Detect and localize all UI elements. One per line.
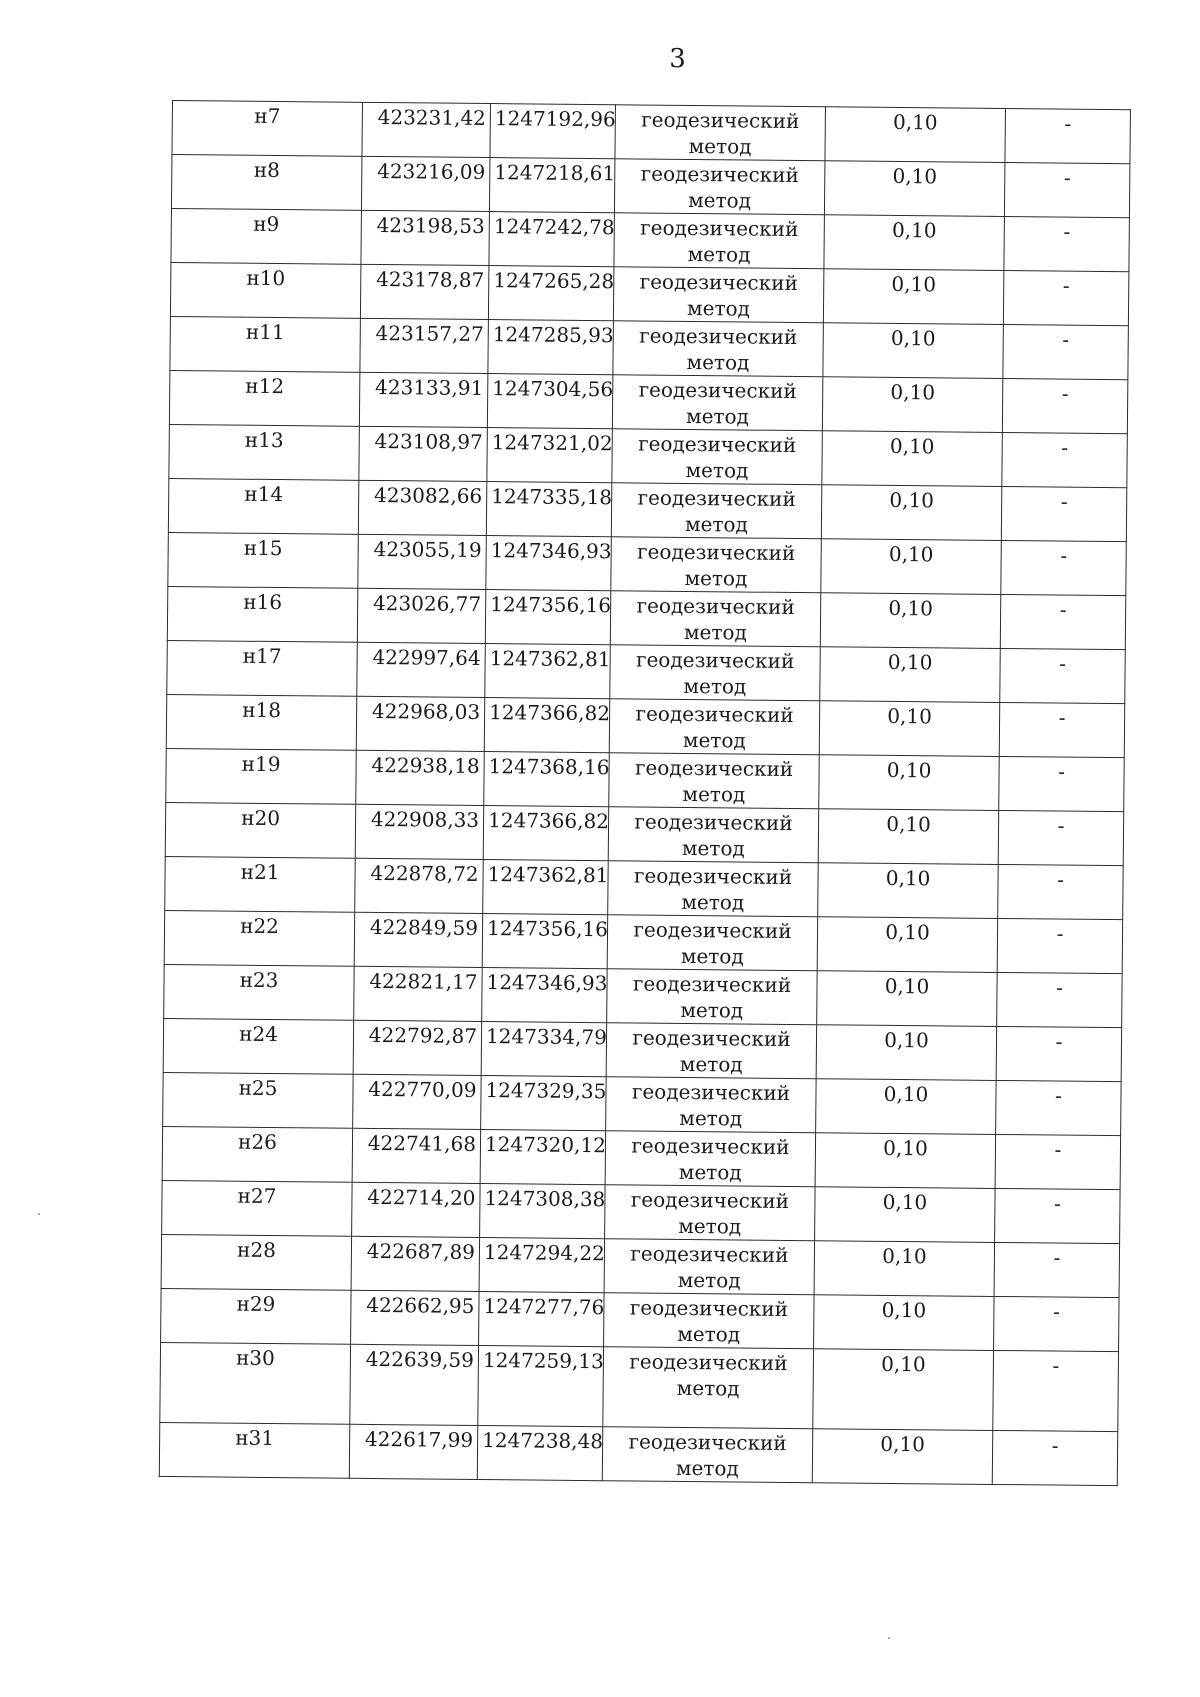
x-coordinate-cell: 422878,72 bbox=[355, 858, 484, 913]
method-cell bbox=[604, 1293, 815, 1349]
x-coordinate-cell: 422908,33 bbox=[355, 804, 484, 859]
method-cell bbox=[614, 159, 825, 215]
y-coordinate-cell: 1247356,16 bbox=[482, 914, 608, 969]
y-coordinate-cell: 1247238,48 bbox=[477, 1425, 603, 1480]
note-cell: - bbox=[999, 756, 1125, 811]
note-cell: - bbox=[1000, 648, 1126, 703]
coordinates-table bbox=[159, 100, 1131, 1486]
point-name-cell: н31 bbox=[159, 1422, 350, 1478]
precision-cell: 0,10 bbox=[818, 809, 999, 865]
method-text-line-2: метод bbox=[681, 889, 745, 915]
precision-cell: 0,10 bbox=[819, 701, 1000, 757]
method-text-line-1: геодезический bbox=[638, 377, 797, 404]
method-cell bbox=[613, 321, 824, 377]
table-row bbox=[172, 101, 1130, 164]
note-cell: - bbox=[998, 810, 1124, 865]
method-text-line-1: геодезический bbox=[635, 647, 795, 673]
precision-cell: 0,10 bbox=[823, 269, 1004, 325]
table-row bbox=[164, 964, 1122, 1027]
method-cell bbox=[609, 753, 820, 809]
method-cell bbox=[612, 375, 823, 431]
x-coordinate-cell: 422662,95 bbox=[351, 1290, 480, 1345]
x-coordinate-cell: 422938,18 bbox=[356, 750, 485, 805]
note-cell: - bbox=[997, 972, 1123, 1027]
point-name-cell: н28 bbox=[161, 1234, 352, 1290]
method-cell bbox=[610, 591, 821, 647]
precision-cell: 0,10 bbox=[821, 485, 1002, 541]
method-text-line-1: геодезический bbox=[635, 701, 794, 727]
point-name-cell: н30 bbox=[160, 1342, 351, 1424]
y-coordinate-cell: 1247334,79 bbox=[481, 1022, 607, 1077]
table-row bbox=[169, 370, 1127, 433]
x-coordinate-cell: 423133,91 bbox=[359, 372, 488, 427]
method-text-line-2: метод bbox=[680, 997, 744, 1023]
precision-cell: 0,10 bbox=[820, 593, 1001, 649]
note-cell: - bbox=[1003, 270, 1129, 325]
precision-cell: 0,10 bbox=[816, 1025, 997, 1081]
method-text-line-2: метод bbox=[677, 1267, 741, 1293]
table-row bbox=[165, 802, 1123, 865]
x-coordinate-cell: 423055,19 bbox=[358, 534, 487, 589]
table-row bbox=[166, 694, 1124, 757]
method-text-line-1: геодезический bbox=[628, 1429, 787, 1455]
method-text-line-2: метод bbox=[679, 1051, 743, 1077]
x-coordinate-cell: 422741,68 bbox=[352, 1128, 481, 1183]
point-name-cell: н18 bbox=[166, 694, 357, 750]
method-text-line-1: геодезический bbox=[632, 1025, 791, 1051]
precision-cell: 0,10 bbox=[817, 917, 998, 973]
note-cell: - bbox=[995, 1188, 1121, 1243]
method-text-line-2: метод bbox=[676, 1375, 740, 1401]
table-row bbox=[163, 1018, 1121, 1081]
precision-cell: 0,10 bbox=[823, 323, 1004, 379]
method-text-line-2: метод bbox=[688, 133, 752, 159]
precision-cell: 0,10 bbox=[820, 647, 1001, 703]
precision-cell: 0,10 bbox=[817, 971, 998, 1027]
point-name-cell: н15 bbox=[168, 532, 359, 588]
note-cell: - bbox=[1001, 540, 1127, 595]
point-name-cell: н24 bbox=[163, 1018, 354, 1074]
note-cell: - bbox=[1004, 216, 1130, 271]
method-cell bbox=[614, 213, 825, 269]
precision-cell: 0,10 bbox=[812, 1429, 993, 1485]
method-cell bbox=[613, 267, 824, 323]
method-text-line-2: метод bbox=[675, 1455, 739, 1481]
y-coordinate-cell: 1247368,16 bbox=[484, 752, 610, 807]
note-cell: - bbox=[993, 1350, 1119, 1431]
y-coordinate-cell: 1247346,93 bbox=[486, 536, 612, 591]
y-coordinate-cell: 1247265,28 bbox=[488, 266, 614, 321]
method-text-line-2: метод bbox=[685, 403, 750, 429]
method-text-line-1: геодезический bbox=[634, 755, 794, 781]
note-cell: - bbox=[992, 1430, 1118, 1485]
method-text-line-2: метод bbox=[678, 1159, 742, 1185]
table-row bbox=[164, 910, 1122, 973]
method-text-line-2: метод bbox=[686, 349, 750, 375]
method-cell bbox=[611, 483, 822, 539]
method-text-line-1: геодезический bbox=[641, 107, 800, 134]
x-coordinate-cell: 422714,20 bbox=[352, 1182, 481, 1237]
note-cell: - bbox=[1002, 432, 1128, 487]
table-row bbox=[162, 1180, 1120, 1243]
table-row bbox=[167, 586, 1125, 649]
point-name-cell: н25 bbox=[163, 1072, 354, 1128]
method-cell bbox=[606, 1023, 817, 1079]
method-text-line-1: геодезический bbox=[632, 971, 792, 997]
method-cell bbox=[606, 1077, 817, 1133]
method-text-line-2: метод bbox=[682, 781, 746, 807]
x-coordinate-cell: 423108,97 bbox=[359, 426, 488, 481]
method-text-line-2: метод bbox=[684, 511, 748, 537]
method-text-line-2: метод bbox=[680, 943, 744, 969]
table-row bbox=[162, 1126, 1120, 1189]
method-text-line-1: геодезический bbox=[636, 539, 796, 566]
x-coordinate-cell: 422997,64 bbox=[357, 642, 486, 697]
note-cell: - bbox=[1004, 162, 1130, 217]
method-text-line-2: метод bbox=[688, 187, 752, 213]
method-text-line-1: геодезический bbox=[640, 215, 799, 242]
y-coordinate-cell: 1247346,93 bbox=[482, 968, 608, 1023]
note-cell: - bbox=[996, 1080, 1122, 1135]
point-name-cell: н8 bbox=[171, 155, 362, 211]
coordinates-table-body bbox=[159, 101, 1130, 1486]
method-cell bbox=[602, 1427, 813, 1483]
point-name-cell: н13 bbox=[169, 424, 360, 480]
scan-speck bbox=[38, 1213, 40, 1215]
method-text-line-2: метод bbox=[687, 241, 751, 267]
method-cell bbox=[609, 699, 820, 755]
method-text-line-2: метод bbox=[687, 295, 751, 321]
method-text-line-2: метод bbox=[679, 1105, 743, 1131]
precision-cell: 0,10 bbox=[816, 1079, 997, 1135]
y-coordinate-cell: 1247192,96 bbox=[490, 104, 616, 159]
precision-cell: 0,10 bbox=[815, 1133, 996, 1189]
method-text-line-1: геодезический bbox=[633, 863, 793, 889]
point-name-cell: н10 bbox=[170, 262, 361, 318]
point-name-cell: н9 bbox=[171, 208, 362, 264]
x-coordinate-cell: 423231,42 bbox=[362, 102, 491, 157]
note-cell: - bbox=[1001, 486, 1127, 541]
table-row bbox=[166, 748, 1124, 811]
x-coordinate-cell: 422792,87 bbox=[353, 1020, 482, 1075]
method-cell bbox=[611, 537, 822, 593]
method-text-line-1: геодезический bbox=[631, 1079, 791, 1105]
precision-cell: 0,10 bbox=[824, 161, 1005, 217]
x-coordinate-cell: 422617,99 bbox=[349, 1424, 478, 1479]
point-name-cell: н23 bbox=[164, 964, 355, 1020]
method-text-line-2: метод bbox=[677, 1321, 741, 1347]
method-text-line-1: геодезический bbox=[638, 431, 797, 458]
precision-cell: 0,10 bbox=[818, 863, 999, 919]
note-cell: - bbox=[994, 1296, 1120, 1351]
method-cell bbox=[608, 861, 819, 917]
y-coordinate-cell: 1247362,81 bbox=[483, 860, 609, 915]
point-name-cell: н14 bbox=[168, 478, 359, 534]
y-coordinate-cell: 1247277,76 bbox=[479, 1292, 605, 1347]
precision-cell: 0,10 bbox=[822, 377, 1003, 433]
method-text-line-2: метод bbox=[678, 1213, 742, 1239]
table-row bbox=[168, 478, 1126, 541]
precision-cell: 0,10 bbox=[825, 107, 1006, 163]
y-coordinate-cell: 1247304,56 bbox=[487, 374, 613, 429]
method-cell bbox=[612, 429, 823, 485]
method-text-line-2: метод bbox=[683, 619, 747, 645]
method-text-line-1: геодезический bbox=[633, 917, 792, 943]
point-name-cell: н16 bbox=[167, 586, 358, 642]
method-text-line-2: метод bbox=[685, 457, 749, 483]
table-row bbox=[170, 316, 1128, 379]
table-row bbox=[160, 1342, 1119, 1431]
point-name-cell: н26 bbox=[162, 1126, 353, 1182]
note-cell: - bbox=[1003, 324, 1129, 379]
point-name-cell: н11 bbox=[170, 316, 361, 372]
y-coordinate-cell: 1247218,61 bbox=[489, 158, 615, 213]
y-coordinate-cell: 1247294,22 bbox=[479, 1238, 605, 1293]
note-cell: - bbox=[1002, 378, 1128, 433]
y-coordinate-cell: 1247242,78 bbox=[489, 212, 615, 267]
x-coordinate-cell: 422849,59 bbox=[354, 912, 483, 967]
x-coordinate-cell: 422821,17 bbox=[354, 966, 483, 1021]
table-row bbox=[163, 1072, 1121, 1135]
point-name-cell: н17 bbox=[167, 640, 358, 696]
table-row bbox=[161, 1288, 1119, 1351]
y-coordinate-cell: 1247321,02 bbox=[487, 428, 613, 483]
scan-speck bbox=[888, 1637, 890, 1639]
x-coordinate-cell: 423198,53 bbox=[361, 210, 490, 265]
note-cell: - bbox=[1005, 109, 1131, 164]
point-name-cell: н7 bbox=[172, 101, 363, 157]
method-cell bbox=[603, 1347, 814, 1429]
y-coordinate-cell: 1247329,35 bbox=[481, 1076, 607, 1131]
table-row bbox=[165, 856, 1123, 919]
precision-cell: 0,10 bbox=[824, 215, 1005, 271]
precision-cell: 0,10 bbox=[813, 1349, 994, 1431]
x-coordinate-cell: 422770,09 bbox=[353, 1074, 482, 1129]
table-row bbox=[168, 532, 1126, 595]
precision-cell: 0,10 bbox=[815, 1187, 996, 1243]
y-coordinate-cell: 1247308,38 bbox=[480, 1184, 606, 1239]
y-coordinate-cell: 1247259,13 bbox=[478, 1346, 604, 1427]
point-name-cell: н12 bbox=[169, 370, 360, 426]
method-text-line-1: геодезический bbox=[631, 1133, 790, 1159]
point-name-cell: н29 bbox=[161, 1288, 352, 1344]
y-coordinate-cell: 1247362,81 bbox=[485, 644, 611, 699]
precision-cell: 0,10 bbox=[822, 431, 1003, 487]
method-text-line-1: геодезический bbox=[629, 1349, 788, 1375]
table-row bbox=[171, 155, 1129, 218]
point-name-cell: н21 bbox=[165, 856, 356, 912]
x-coordinate-cell: 423157,27 bbox=[360, 318, 489, 373]
table-row bbox=[171, 208, 1129, 271]
point-name-cell: н19 bbox=[166, 748, 357, 804]
note-cell: - bbox=[998, 864, 1124, 919]
point-name-cell: н22 bbox=[164, 910, 355, 966]
method-text-line-2: метод bbox=[681, 835, 745, 861]
x-coordinate-cell: 423178,87 bbox=[360, 264, 489, 319]
precision-cell: 0,10 bbox=[814, 1241, 995, 1297]
method-text-line-2: метод bbox=[682, 727, 746, 753]
y-coordinate-cell: 1247366,82 bbox=[483, 806, 609, 861]
y-coordinate-cell: 1247356,16 bbox=[485, 590, 611, 645]
point-name-cell: н20 bbox=[165, 802, 356, 858]
precision-cell: 0,10 bbox=[814, 1295, 995, 1351]
method-text-line-1: геодезический bbox=[640, 161, 800, 188]
note-cell: - bbox=[999, 702, 1125, 757]
x-coordinate-cell: 423026,77 bbox=[357, 588, 486, 643]
method-text-line-2: метод bbox=[683, 673, 747, 699]
note-cell: - bbox=[994, 1242, 1120, 1297]
method-text-line-1: геодезический bbox=[630, 1187, 790, 1213]
method-text-line-1: геодезический bbox=[639, 323, 798, 350]
table-row bbox=[167, 640, 1125, 703]
method-cell bbox=[610, 645, 821, 701]
method-text-line-1: геодезический bbox=[639, 269, 798, 296]
precision-cell: 0,10 bbox=[821, 539, 1002, 595]
x-coordinate-cell: 422968,03 bbox=[356, 696, 485, 751]
x-coordinate-cell: 423082,66 bbox=[358, 480, 487, 535]
y-coordinate-cell: 1247320,12 bbox=[480, 1130, 606, 1185]
method-cell bbox=[605, 1185, 816, 1241]
note-cell: - bbox=[1000, 594, 1126, 649]
page-number: 3 bbox=[669, 44, 687, 74]
y-coordinate-cell: 1247366,82 bbox=[484, 698, 610, 753]
note-cell: - bbox=[997, 918, 1123, 973]
y-coordinate-cell: 1247335,18 bbox=[486, 482, 612, 537]
point-name-cell: н27 bbox=[162, 1180, 353, 1236]
table-row bbox=[161, 1234, 1119, 1297]
table-row bbox=[159, 1422, 1117, 1485]
table-row bbox=[169, 424, 1127, 487]
note-cell: - bbox=[995, 1134, 1121, 1189]
method-cell bbox=[607, 969, 818, 1025]
method-cell bbox=[604, 1239, 815, 1295]
method-cell bbox=[605, 1131, 816, 1187]
method-text-line-1: геодезический bbox=[636, 593, 795, 620]
table-row bbox=[170, 262, 1128, 325]
x-coordinate-cell: 422639,59 bbox=[350, 1344, 479, 1425]
method-cell bbox=[607, 915, 818, 971]
precision-cell: 0,10 bbox=[819, 755, 1000, 811]
method-text-line-1: геодезический bbox=[630, 1241, 789, 1267]
x-coordinate-cell: 422687,89 bbox=[351, 1236, 480, 1291]
method-text-line-1: геодезический bbox=[634, 809, 793, 835]
method-cell bbox=[615, 105, 826, 161]
method-cell bbox=[608, 807, 819, 863]
method-text-line-2: метод bbox=[684, 565, 748, 591]
method-text-line-1: геодезический bbox=[629, 1295, 789, 1321]
x-coordinate-cell: 423216,09 bbox=[361, 156, 490, 211]
note-cell: - bbox=[996, 1026, 1122, 1081]
method-text-line-1: геодезический bbox=[637, 485, 796, 512]
y-coordinate-cell: 1247285,93 bbox=[488, 320, 614, 375]
